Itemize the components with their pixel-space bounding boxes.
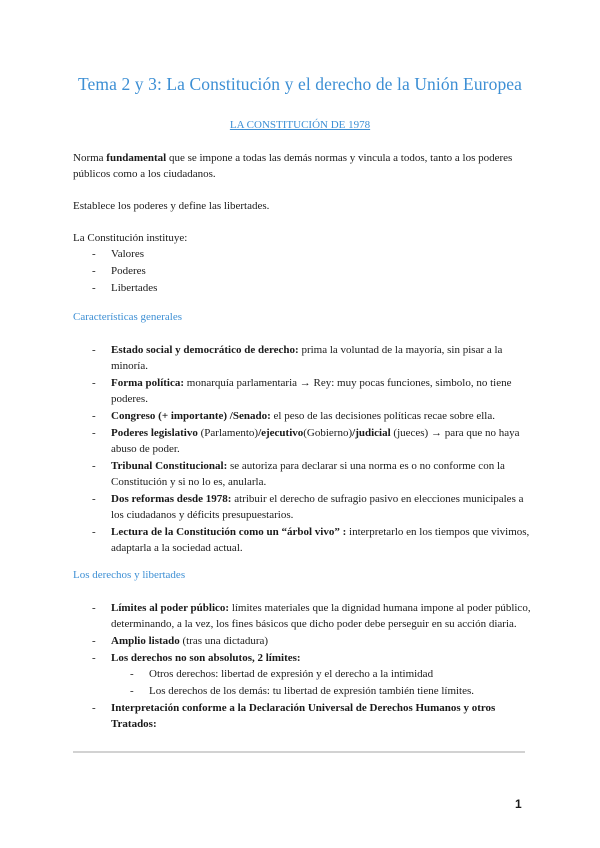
list-item: - Poderes (92, 265, 146, 277)
list-item: - Interpretación conforme a la Declaración Universal de Derechos Humanos y otros Tratados: (92, 702, 496, 730)
subheading-caracteristicas: Características generales (73, 311, 183, 323)
subheading-derechos: Los derechos y libertades (73, 569, 186, 581)
list-item: - Dos reformas desde 1978: atribuir el derecho de sufragio pasivo en elecciones municipales a los ciudadanos y déficits presupuestarios. (92, 493, 524, 521)
intro-paragraph (73, 150, 533, 182)
nested-list (130, 666, 530, 699)
list-item: - Tribunal Constitucional: se autoriza para declarar si una norma es o no conforme con la Constitución y si no lo es, anularla. (92, 460, 505, 488)
list-item: - Poderes legislativo (Parlamento)/ejecutivo(Gobierno)/judicial (jueces) → para que no haya abuso de poder. (92, 427, 520, 455)
caracteristicas-list (92, 342, 532, 557)
powers-paragraph: Establece los poderes y define las libertades. (73, 200, 270, 212)
list-item: - Estado social y democrático de derecho: prima la voluntad de la mayoría, sin pisar a la minoría. (92, 344, 503, 372)
page-number: 1 (515, 797, 522, 811)
list-item: - Los derechos de los demás: tu libertad de expresión también tiene límites. (130, 685, 475, 697)
list-item: - Límites al poder público: límites materiales que la dignidad humana impone al poder público, determinando, a la vez, los fines básicos que dicho poder debe perseguir en su acción diaria. (92, 602, 531, 630)
list-item: - Valores (92, 248, 144, 260)
intro-text-a: Norma (73, 152, 107, 164)
institutes-list (92, 246, 392, 297)
derechos-list (92, 600, 532, 733)
intro-bold: fundamental (106, 152, 167, 164)
institutes-paragraph: La Constitución instituye: (73, 232, 188, 244)
document-title: Tema 2 y 3: La Constitución y el derecho de la Unión Europea (77, 74, 523, 94)
footer-divider (73, 751, 525, 753)
list-item: - Otros derechos: libertad de expresión y el derecho a la intimidad (130, 668, 434, 680)
section-heading: LA CONSTITUCIÓN DE 1978 (229, 119, 371, 131)
list-item: - Los derechos no son absolutos, 2 límites: - Otros derechos: libertad de expresión y el derecho a la intimidad - Los derechos de los demás: tu libertad de expresión también tiene límites. (92, 650, 532, 699)
list-item: - Lectura de la Constitución como un “árbol vivo” : interpretarlo en los tiempos que vivimos, adaptarla a la sociedad actual. (92, 526, 530, 554)
list-item: - Congreso (+ importante) /Senado: el peso de las decisiones políticas recae sobre ella. (92, 410, 495, 422)
list-item: - Amplio listado (tras una dictadura) (92, 635, 269, 647)
list-item: - Forma política: monarquía parlamentaria → Rey: muy pocas funciones, simbolo, no tiene poderes. (92, 377, 512, 405)
list-item: - Libertades (92, 282, 158, 294)
intro-text-c: que se impone a todas las demás normas y vincula a todos, tanto a los poderes públicos como a los ciudadanos. (73, 152, 513, 180)
